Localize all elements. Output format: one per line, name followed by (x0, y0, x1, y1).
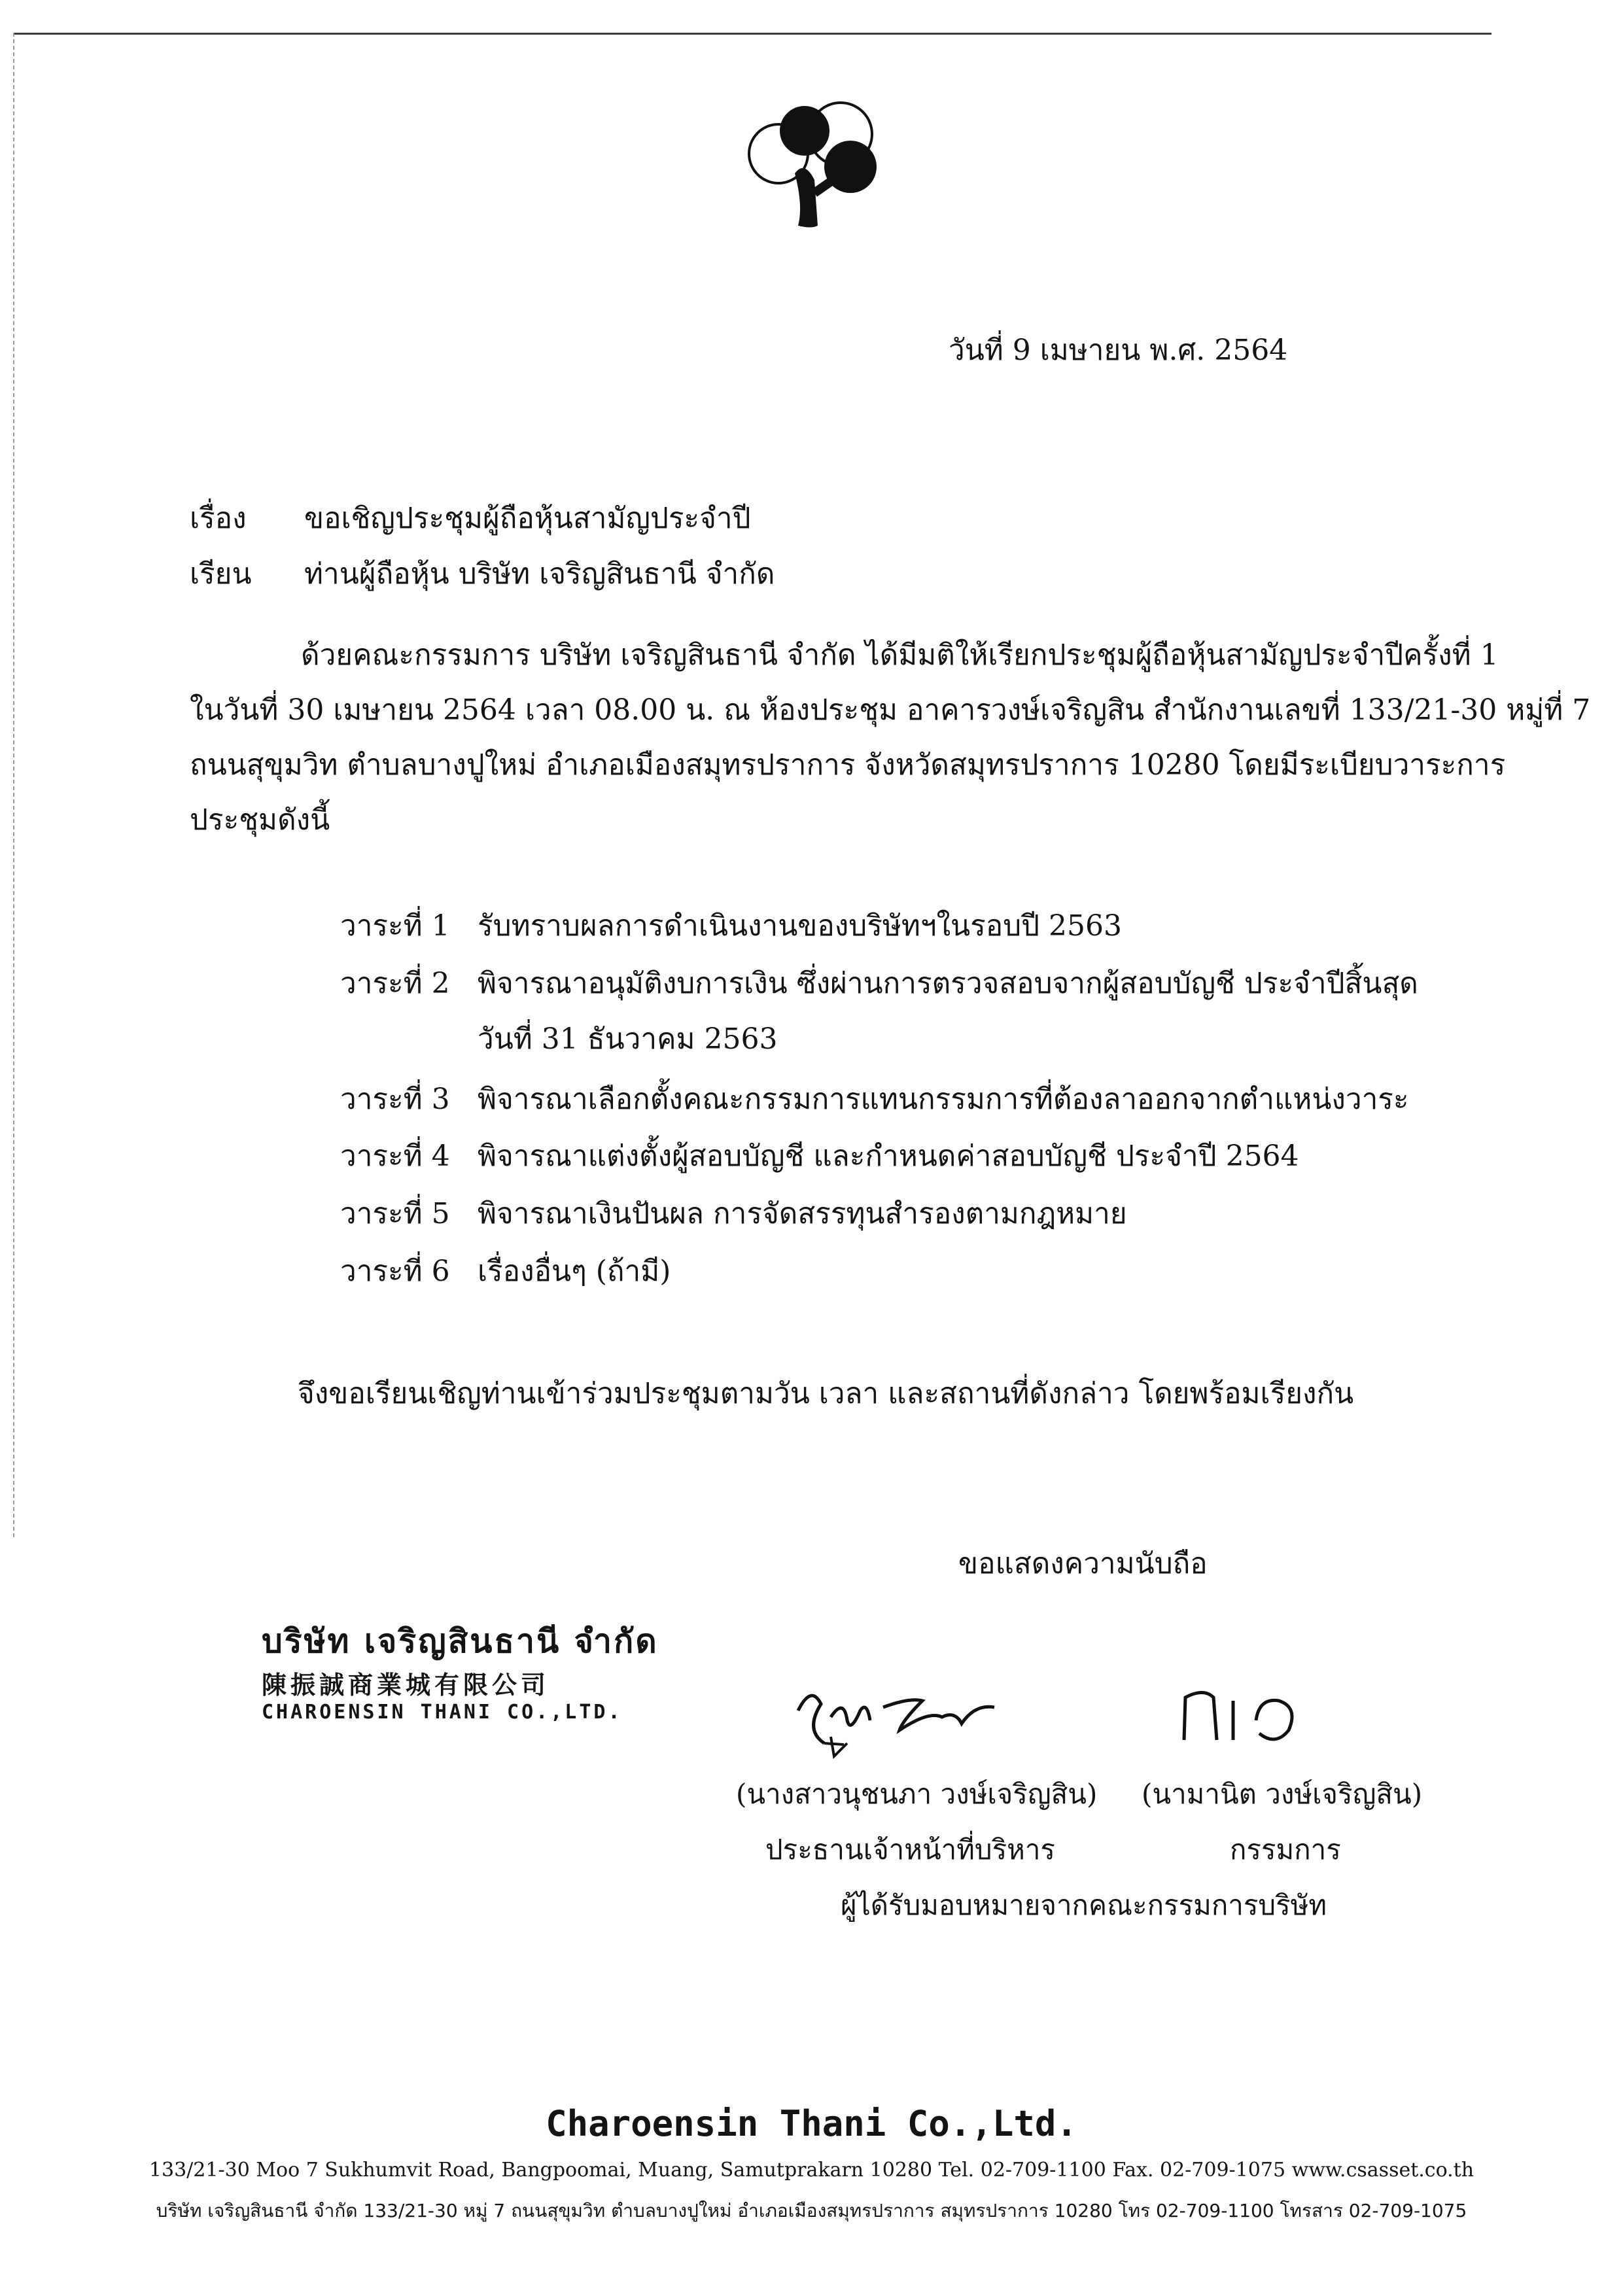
agenda-label: วาระที่ 6 (340, 1255, 450, 1288)
body-line: ด้วยคณะกรรมการ บริษัท เจริญสินธานี จำกัด ได้มีมติให้เรียกประชุมผู้ถือหุ้นสามัญประจำปีครั้งที่ 1 (301, 638, 1499, 672)
agenda-text: พิจารณาเงินปันผล การจัดสรรทุนสำรองตามกฎหมาย (478, 1197, 1127, 1230)
agenda-text: พิจารณาเลือกตั้งคณะกรรมการแทนกรรมการที่ต้องลาออกจากตำแหน่งวาระ (478, 1083, 1409, 1116)
signatory-2-title: กรรมการ (1230, 1834, 1341, 1866)
agenda-label: วาระที่ 2 (340, 967, 450, 1000)
agenda-text: เรื่องอื่นๆ (ถ้ามี) (478, 1255, 671, 1288)
closing-sentence: จึงขอเรียนเชิญท่านเข้าร่วมประชุมตามวัน เวลา และสถานที่ดังกล่าว โดยพร้อมเรียงกัน (298, 1377, 1354, 1410)
agenda-text: รับทราบผลการดำเนินงานของบริษัทฯในรอบปี 2563 (478, 909, 1123, 943)
footer-address-th: บริษัท เจริญสินธานี จำกัด 133/21-30 หมู่ 7 ถนนสุขุมวิท ตำบลบางปูใหม่ อำเภอเมืองสมุทรปราการ สมุทรปราการ 10280 โทร 02-709-1100 โทรสาร 02-709-1075 (156, 2200, 1467, 2221)
top-divider (13, 33, 1492, 35)
left-margin-line (13, 33, 14, 1537)
tree-logo-icon (733, 95, 890, 239)
agenda-label: วาระที่ 4 (340, 1139, 450, 1173)
body-paragraph (190, 628, 1591, 848)
signatory-1-name: (นางสาวนุชนภา วงษ์เจริญสิน) (736, 1778, 1098, 1810)
authorization-note: ผู้ได้รับมอบหมายจากคณะกรรมการบริษัท (841, 1889, 1327, 1921)
signature-2-icon (1171, 1675, 1315, 1753)
company-stamp-chinese: 陳振誠商業城有限公司 (262, 1671, 550, 1699)
recipient-label: เรียน (190, 557, 252, 591)
subject-label: เรื่อง (190, 502, 247, 535)
regards-text: ขอแสดงความนับถือ (958, 1547, 1208, 1580)
footer-address-en: 133/21-30 Moo 7 Sukhumvit Road, Bangpoomai, Muang, Samutprakarn 10280 Tel. 02-709-1100 Fax. 02-709-1075 www.csasset.co.th (148, 2159, 1475, 2182)
body-line: ในวันที่ 30 เมษายน 2564 เวลา 08.00 น. ณ ห้องประชุม อาคารวงษ์เจริญสิน สำนักงานเลขที่ 133/21-30 หมู่ที่ 7 (190, 693, 1591, 727)
company-stamp-english: CHAROENSIN THANI CO.,LTD. (262, 1701, 623, 1724)
agenda-label: วาระที่ 3 (340, 1083, 450, 1116)
signature-1-icon (785, 1671, 1021, 1769)
body-line: ประชุมดังนี้ (190, 803, 330, 837)
company-stamp-thai: บริษัท เจริญสินธานี จำกัด (262, 1622, 659, 1660)
agenda-label: วาระที่ 1 (340, 909, 450, 943)
agenda-text: พิจารณาแต่งตั้งผู้สอบบัญชี และกำหนดค่าสอบบัญชี ประจำปี 2564 (478, 1139, 1299, 1173)
signatory-1-title: ประธานเจ้าหน้าที่บริหาร (765, 1834, 1055, 1866)
footer-company-name: Charoensin Thani Co.,Ltd. (546, 2103, 1077, 2144)
body-line: ถนนสุขุมวิท ตำบลบางปูใหม่ อำเภอเมืองสมุทรปราการ จังหวัดสมุทรปราการ 10280 โดยมีระเบียบวาระการ (190, 748, 1506, 782)
agenda-text: วันที่ 31 ธันวาคม 2563 (478, 1022, 778, 1056)
recipient-text: ท่านผู้ถือหุ้น บริษัท เจริญสินธานี จำกัด (304, 557, 775, 591)
agenda-label: วาระที่ 5 (340, 1197, 450, 1230)
subject-text: ขอเชิญประชุมผู้ถือหุ้นสามัญประจำปี (304, 502, 751, 535)
letter-date: วันที่ 9 เมษายน พ.ศ. 2564 (949, 334, 1288, 367)
agenda-text: พิจารณาอนุมัติงบการเงิน ซึ่งผ่านการตรวจสอบจากผู้สอบบัญชี ประจำปีสิ้นสุด (478, 967, 1418, 1000)
signatory-2-name: (นามานิต วงษ์เจริญสิน) (1142, 1778, 1423, 1810)
